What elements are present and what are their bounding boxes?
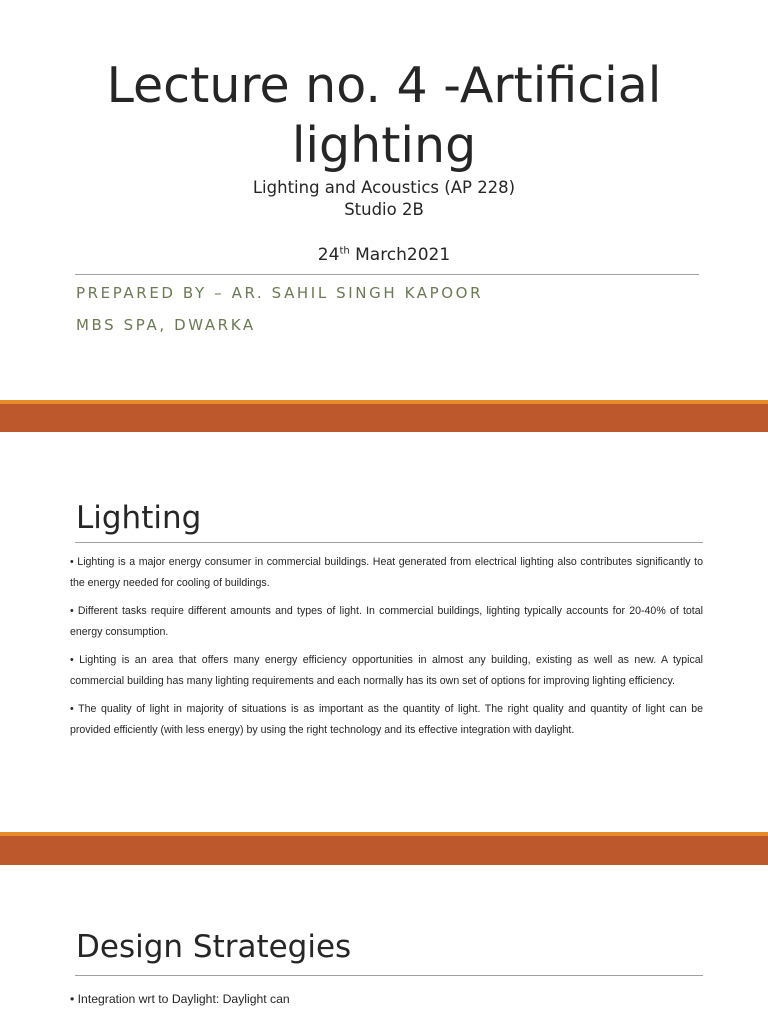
lighting-slide — [0, 432, 768, 832]
design-strategies-slide — [0, 865, 768, 1024]
lecture-date — [60, 245, 708, 265]
date-rest: March2021 — [349, 245, 451, 265]
date-day: 24 — [317, 245, 340, 265]
title-slide — [0, 0, 768, 400]
title-underline — [75, 542, 703, 543]
bullet-item: • Lighting is an area that offers many energy efficiency opportunities in almost any building, existing as well as new. A typical commercial building has many lighting requirements and each normally has its own set of options for improving lighting efficiency. — [70, 654, 703, 687]
course-name: Lighting and Acoustics (AP 228) — [252, 178, 516, 197]
title-underline — [75, 975, 703, 976]
bullet-list — [70, 552, 703, 748]
title-divider — [75, 274, 699, 275]
slide-separator — [0, 400, 768, 432]
bullet-item: • Integration wrt to Daylight: Daylight can — [70, 992, 290, 1006]
course-subtitle — [60, 177, 708, 221]
slide-title: Design Strategies — [76, 929, 352, 965]
slide-separator — [0, 832, 768, 865]
date-suffix: th — [339, 245, 350, 257]
bullet-item: • Different tasks require different amounts and types of light. In commercial buildings, lighting typically accounts for 20-40% of total energy consumption. — [70, 605, 703, 638]
institution: MBS SPA, DWARKA — [76, 316, 256, 334]
bullet-item: • Lighting is a major energy consumer in commercial buildings. Heat generated from electrical lighting also contributes significantly to the energy needed for cooling of buildings. — [70, 556, 703, 589]
bullet-item: • The quality of light in majority of situations is as important as the quantity of light. The right quality and quantity of light can be provided efficiently (with less energy) by using the right technology and its effective integration with daylight. — [70, 703, 703, 736]
slide-title: Lighting — [76, 500, 202, 536]
studio-name: Studio 2B — [344, 200, 424, 219]
prepared-by: PREPARED BY – AR. SAHIL SINGH KAPOOR — [76, 284, 484, 302]
lecture-title: Lecture no. 4 -Artificial lighting — [106, 57, 662, 174]
